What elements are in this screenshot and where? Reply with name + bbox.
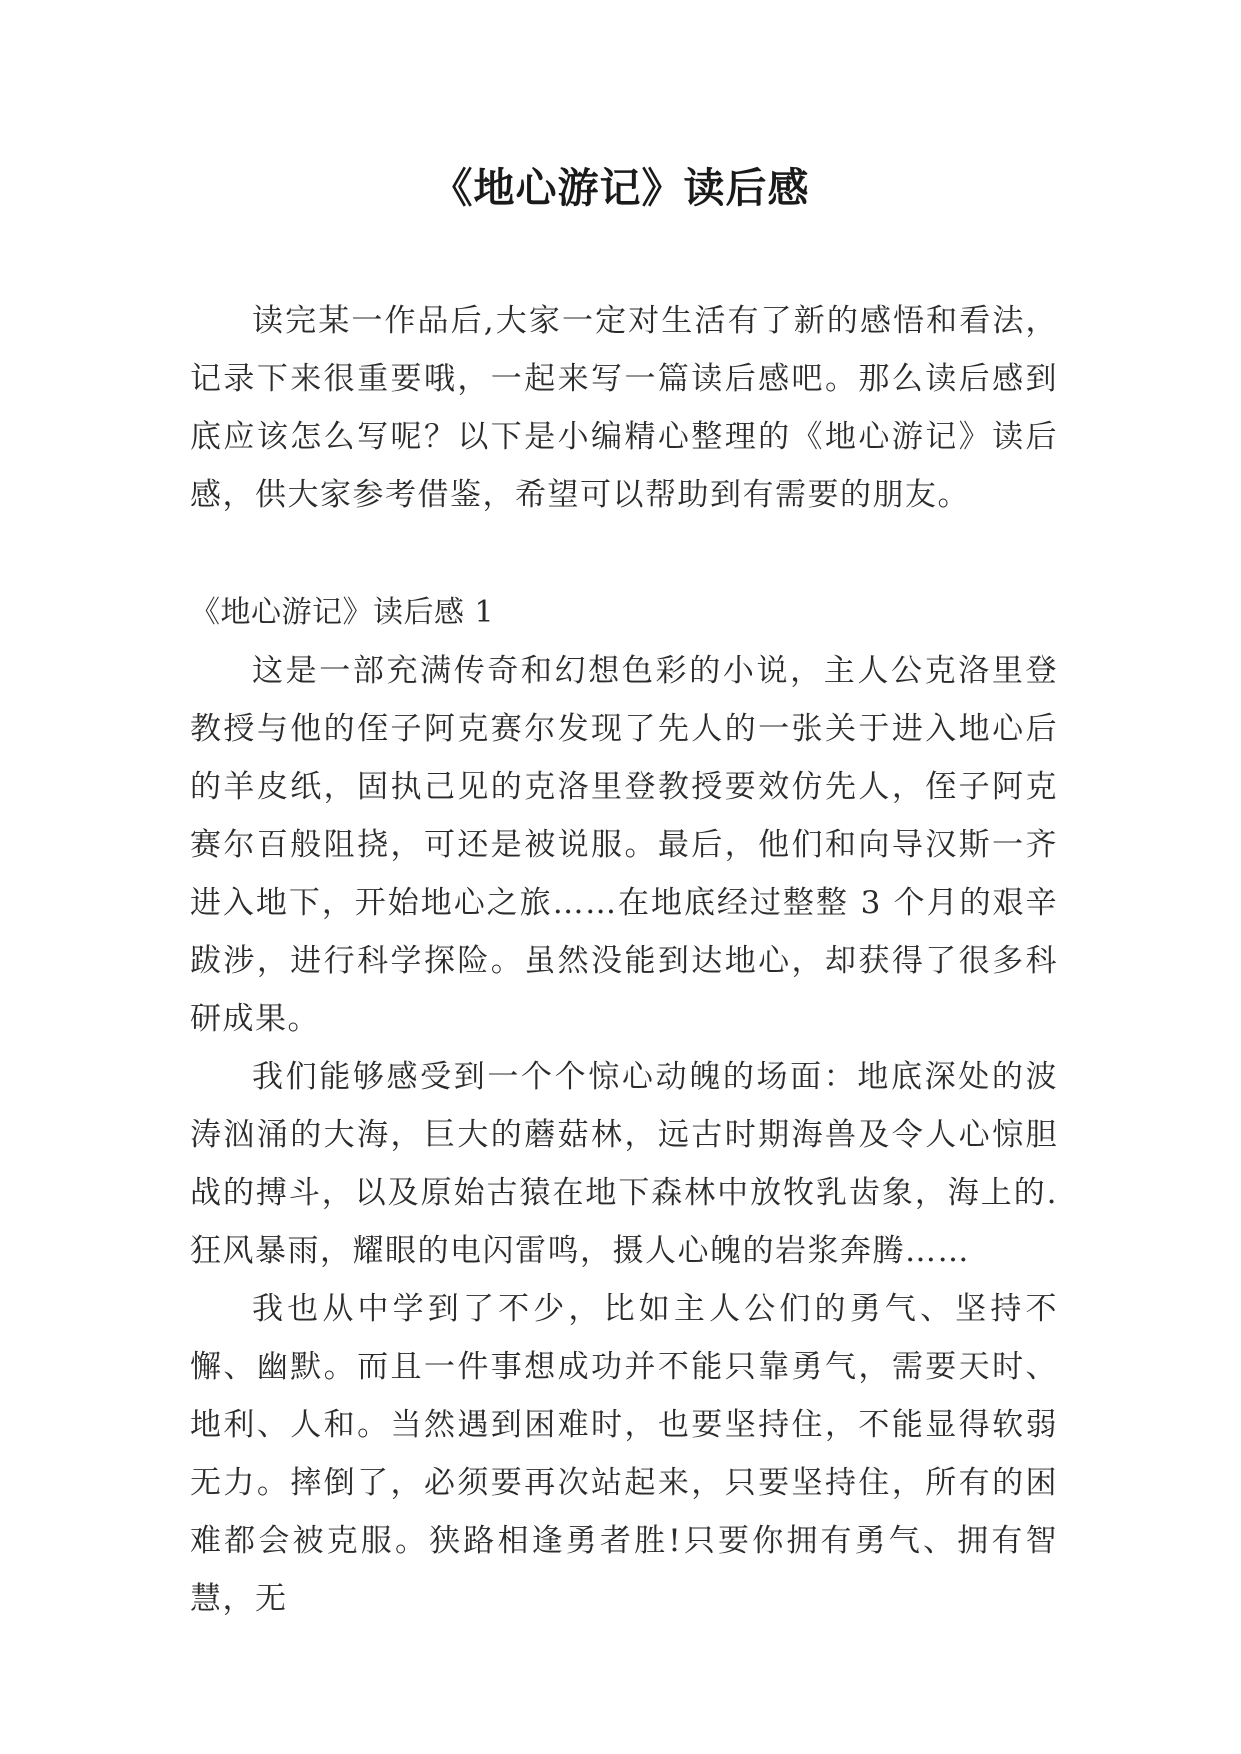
document-body — [190, 292, 1058, 1628]
body-paragraph-3: 我也从中学到了不少，比如主人公们的勇气、坚持不懈、幽默。而且一件事想成功并不能只靠勇气，需要天时、地利、人和。当然遇到困难时，也要坚持住，不能显得软弱无力。摔倒了，必须要再次站起来，只要坚持住，所有的困难都会被克服。狭路相逢勇者胜!只要你拥有勇气、拥有智慧，无 — [190, 1291, 1058, 1617]
document-title: 《地心游记》读后感 — [431, 164, 810, 212]
body-paragraph-1: 这是一部充满传奇和幻想色彩的小说，主人公克洛里登教授与他的侄子阿克赛尔发现了先人的一张关于进入地心后的羊皮纸，固执己见的克洛里登教授要效仿先人，侄子阿克赛尔百般阻挠，可还是被说服。最后，他们和向导汉斯一齐进入地下，开始地心之旅……在地底经过整整 3 个月的艰辛跋涉，进行科学探险。虽然没能到达地心，却获得了很多科研成果。 — [190, 653, 1058, 1037]
body-paragraph-2: 我们能够感受到一个个惊心动魄的场面：地底深处的波涛汹涌的大海，巨大的蘑菇林，远古时期海兽及令人心惊胆战的搏斗，以及原始古猿在地下森林中放牧乳齿象，海上的.狂风暴雨，耀眼的电闪雷鸣，摄人心魄的岩浆奔腾…… — [190, 1059, 1058, 1269]
intro-paragraph: 读完某一作品后,大家一定对生活有了新的感悟和看法，记录下来很重要哦，一起来写一篇读后感吧。那么读后感到底应该怎么写呢？以下是小编精心整理的《地心游记》读后感，供大家参考借鉴，希望可以帮助到有需要的朋友。 — [190, 303, 1058, 513]
section-heading: 《地心游记》读后感 1 — [190, 595, 495, 630]
